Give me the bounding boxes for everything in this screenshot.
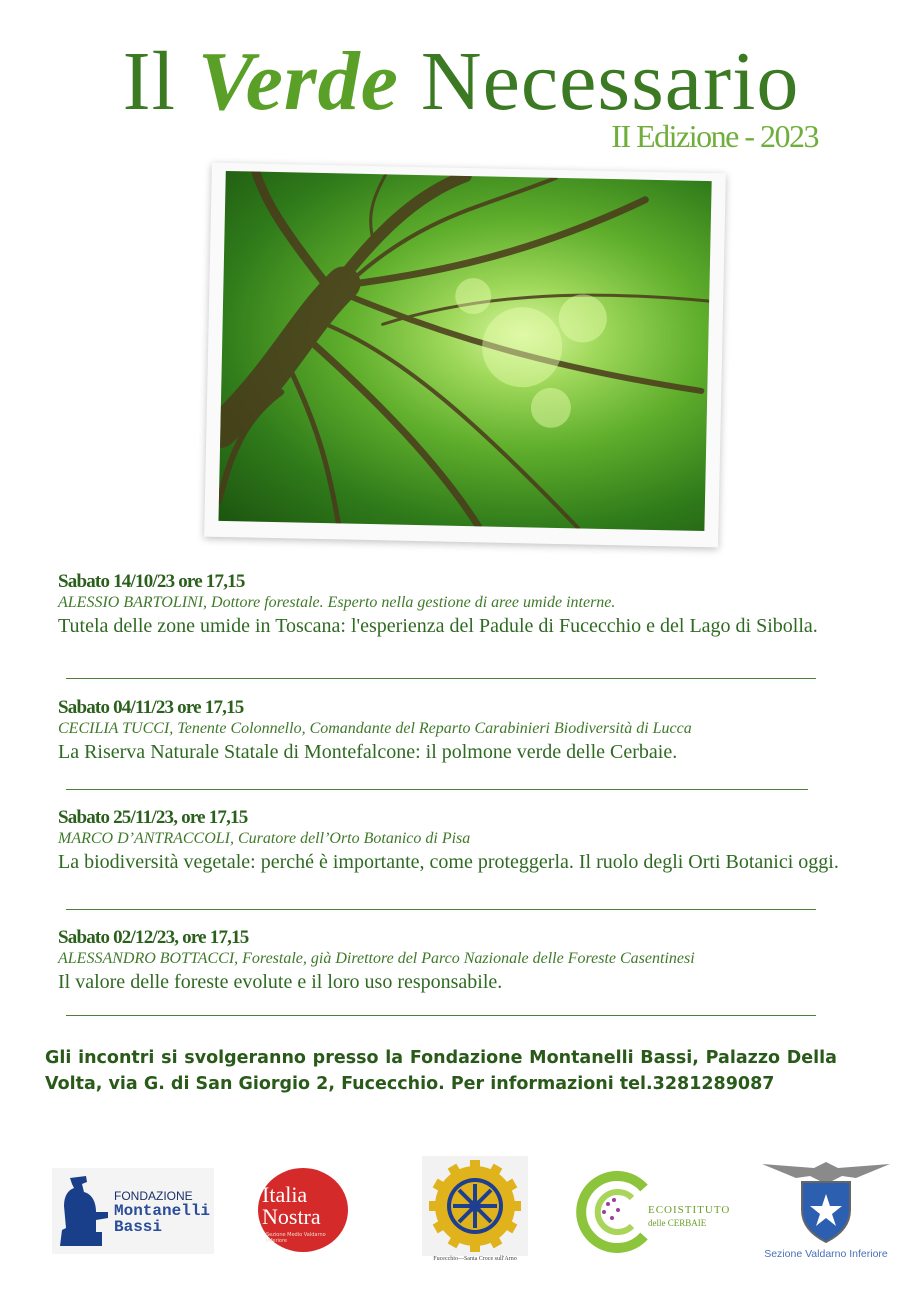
event-1 [58, 571, 852, 638]
fmb-line1: FONDAZIONE [114, 1189, 193, 1203]
event-topic: Tutela delle zone umide in Toscana: l'esperienza del Padule di Fucecchio e del Lago di Sibolla. [58, 615, 818, 637]
divider [66, 678, 816, 679]
ecoistituto-logo [574, 1170, 754, 1254]
event-speaker: CECILIA TUCCI, Tenente Colonnello, Comandante del Reparto Carabinieri Biodiversità di Lucca [58, 720, 692, 737]
event-topic: La biodiversità vegetale: perché è importante, come proteggerla. Il ruolo degli Orti Botanici oggi. [58, 851, 839, 873]
eco-line1: ECOISTITUTO [648, 1204, 731, 1216]
club-alpino-logo [756, 1154, 896, 1262]
event-topic: La Riserva Naturale Statale di Montefalcone: il polmone verde delle Cerbaie. [58, 741, 678, 763]
italia-nostra-sub: Sezione Medio Valdarno Inferiore [266, 1232, 326, 1244]
eagle-shield-icon [756, 1154, 896, 1246]
poster-title [0, 35, 922, 128]
fondazione-montanelli-bassi-logo [52, 1168, 214, 1254]
event-2 [58, 697, 852, 764]
rotary-caption: Fucecchio—Santa Croce sull'Arno [433, 1256, 517, 1262]
event-speaker: ALESSANDRO BOTTACCI, Forestale, già Direttore del Parco Nazionale delle Foreste Casentinesi [58, 950, 695, 967]
eco-ring-icon [574, 1170, 654, 1254]
event-4 [58, 927, 852, 994]
title-post: Necessario [420, 35, 800, 128]
edition-label: II Edizione - 2023 [611, 118, 818, 154]
divider [66, 789, 808, 790]
rotary-wheel-icon [422, 1156, 528, 1256]
event-3 [58, 807, 852, 874]
venue-info: Gli incontri si svolgeranno presso la Fondazione Montanelli Bassi, Palazzo Della Volta, via G. di San Giorgio 2, Fucecchio. Per informazioni tel.3281289087 [45, 1048, 837, 1094]
divider [66, 1015, 816, 1016]
rotary-logo [422, 1156, 528, 1264]
italia-nostra-logo [256, 1166, 350, 1254]
event-date: Sabato 25/11/23, ore 17,15 [58, 807, 248, 828]
tree-canopy-photo-frame [204, 163, 726, 548]
cai-caption: Sezione Valdarno Inferiore [764, 1248, 888, 1260]
title-verde: Verde [197, 35, 399, 128]
event-date: Sabato 14/10/23 ore 17,15 [58, 571, 245, 592]
event-speaker: ALESSIO BARTOLINI, Dottore forestale. Esperto nella gestione di aree umide interne. [58, 594, 616, 611]
writer-silhouette-icon [56, 1172, 112, 1250]
eco-line2: delle CERBAIE [648, 1218, 707, 1228]
title-pre: Il [122, 35, 176, 128]
fmb-line2: Montanelli [114, 1202, 211, 1220]
event-date: Sabato 04/11/23 ore 17,15 [58, 697, 244, 718]
event-topic: Il valore delle foreste evolute e il loro uso responsabile. [58, 971, 503, 993]
event-speaker: MARCO D’ANTRACCOLI, Curatore dell’Orto Botanico di Pisa [58, 830, 471, 847]
italia-nostra-line2: Nostra [262, 1204, 321, 1229]
italia-nostra-line1: Italia [262, 1182, 308, 1207]
event-date: Sabato 02/12/23, ore 17,15 [58, 927, 249, 948]
fmb-line3: Bassi [114, 1218, 163, 1236]
tree-canopy-photo [218, 171, 711, 531]
tree-branches-illustration [218, 171, 711, 531]
divider [66, 909, 816, 910]
